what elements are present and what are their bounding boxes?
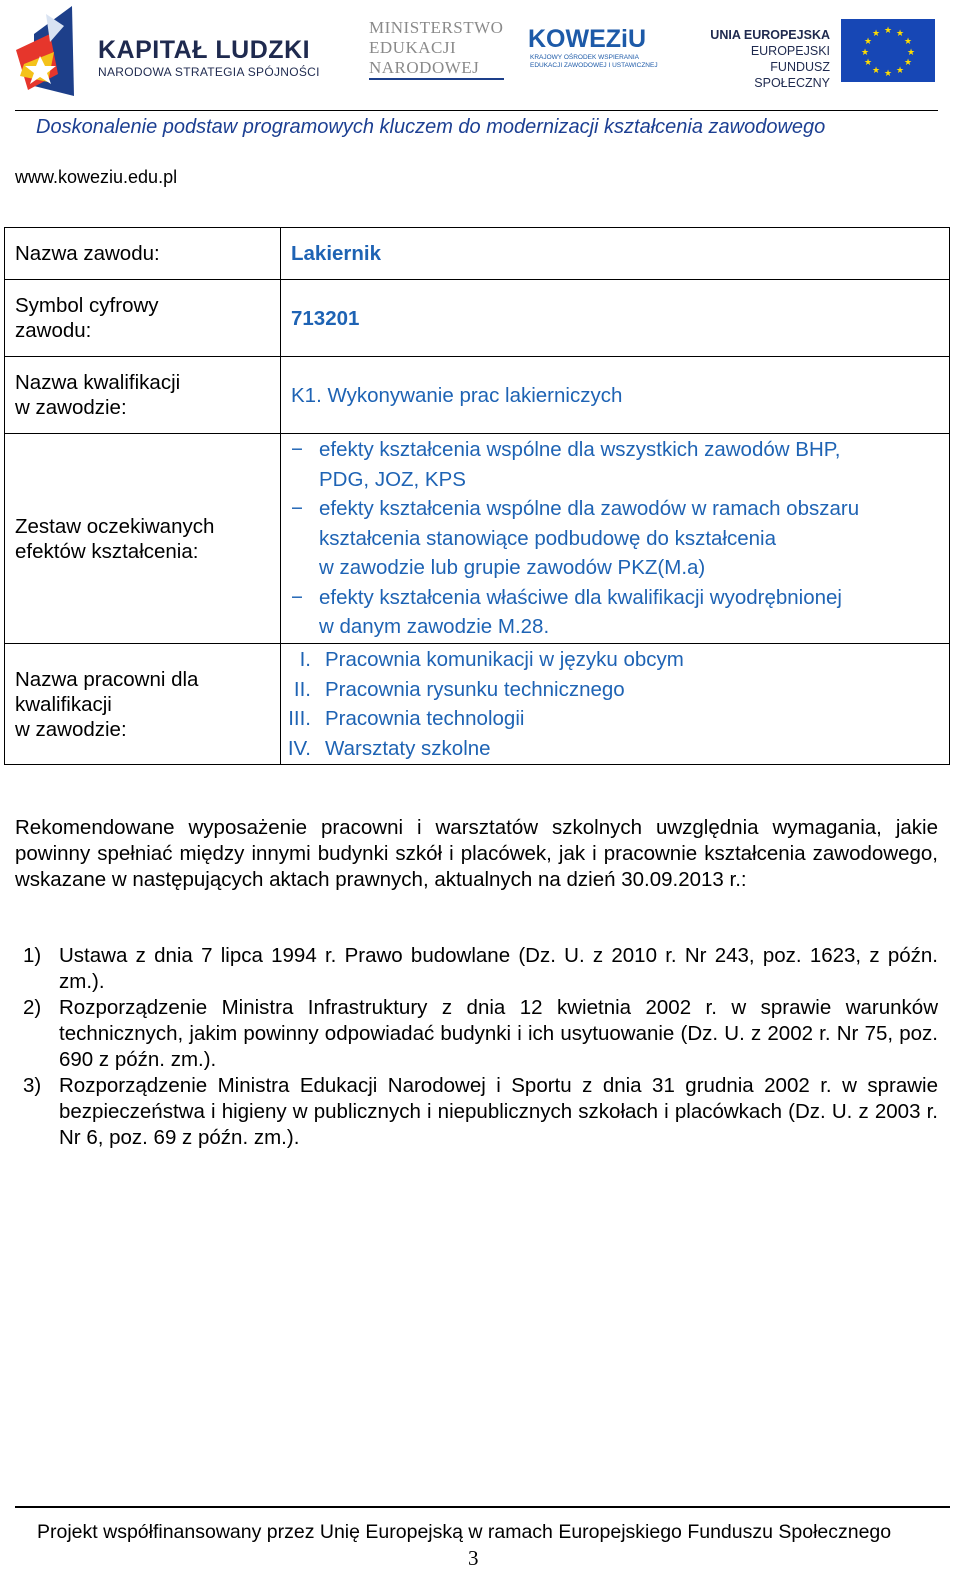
svg-text:★: ★ (863, 58, 873, 68)
workshops-label-line-2: kwalifikacji (15, 692, 112, 716)
table-row (5, 280, 950, 357)
list-item (287, 734, 949, 764)
code-value-cell (281, 280, 950, 357)
svg-text:★: ★ (863, 37, 873, 47)
list-item (291, 494, 949, 583)
list-item (15, 995, 938, 1073)
outcome-line: kształcenia stanowiące podbudowę do kształcenia (319, 526, 776, 550)
outcomes-label-line-1: Zestaw oczekiwanych (15, 514, 215, 538)
profession-label-cell (5, 228, 281, 280)
ministry-line-3: NARODOWEJ (369, 58, 480, 77)
kapital-ludzki-emblem-icon (14, 4, 104, 100)
svg-text:★: ★ (871, 29, 881, 39)
eu-fund-logo-text (700, 27, 830, 91)
list-item (291, 583, 949, 642)
eu-line-2: EUROPEJSKI (750, 44, 830, 58)
outcome-line: efekty kształcenia wspólne dla zawodów w ramach obszaru (319, 497, 860, 521)
dash-bullet: − (291, 438, 303, 462)
workshops-label-line-3: w zawodzie: (15, 717, 127, 741)
code-label-line-1: Symbol cyfrowy (15, 294, 159, 317)
list-item (291, 645, 949, 675)
ministry-line-1: MINISTERSTWO (369, 18, 504, 37)
roman-numeral: III. (288, 707, 311, 730)
profession-value: Lakiernik (291, 242, 382, 265)
qualification-value-cell (281, 357, 950, 434)
list-item (291, 675, 949, 705)
list-item (15, 1073, 938, 1151)
koweziu-subtitle-line-2: EDUKACJI ZAWODOWEJ I USTAWICZNEJ (530, 62, 658, 69)
legal-act-text: Ustawa z dnia 7 lipca 1994 r. Prawo budowlane (Dz. U. z 2010 r. Nr 243, poz. 1623, z późn. zm.). (59, 944, 938, 993)
intro-paragraph: Rekomendowane wyposażenie pracowni i warsztatów szkolnych uwzględnia wymagania, jakie powinny spełniać między innymi budynki szkół i placówek, jak i pracownie kształcenia zawodowego, wskazane w następujących aktach prawnych, aktualnych na dzień 30.09.2013 r.: (15, 816, 938, 891)
outcome-line: efekty kształcenia wspólne dla wszystkich zawodów BHP, (319, 438, 841, 462)
dash-bullet: − (291, 497, 303, 521)
dash-bullet: − (291, 585, 303, 609)
outcome-line: w danym zawodzie M.28. (319, 615, 550, 639)
koweziu-logo-subtitle (530, 54, 658, 70)
workshops-label-cell (5, 644, 281, 765)
list-number: 2) (23, 996, 42, 1019)
eu-flag-icon (841, 19, 935, 82)
list-item (15, 943, 938, 995)
svg-text:★: ★ (895, 29, 905, 39)
svg-text:★: ★ (906, 48, 916, 58)
legal-acts-list (15, 943, 938, 1151)
table-row (5, 644, 950, 765)
qualification-label-cell (5, 357, 281, 434)
ministry-line-2: EDUKACJI (369, 38, 457, 57)
roman-numeral: II. (293, 677, 311, 701)
footer-text: Projekt współfinansowany przez Unię Europejską w ramach Europejskiego Funduszu Społecznego (37, 1521, 892, 1543)
qualification-label-line-1: Nazwa kwalifikacji (15, 371, 181, 394)
workshop-name: Pracownia technologii (325, 707, 525, 730)
list-number: 3) (23, 1074, 42, 1097)
page-number: 3 (468, 1546, 479, 1570)
list-item (291, 435, 949, 494)
eu-line-3: FUNDUSZ SPOŁECZNY (754, 60, 830, 90)
outcome-line: w zawodzie lub grupie zawodów PKZ(M.a) (319, 556, 706, 580)
koweziu-subtitle-line-1: KRAJOWY OŚRODEK WSPIERANIA (530, 54, 639, 61)
workshop-name: Pracownia rysunku technicznego (325, 677, 625, 701)
outcomes-label-cell (5, 434, 281, 644)
workshops-cell (281, 644, 950, 765)
outcomes-cell (281, 434, 950, 644)
ministry-underline (369, 78, 504, 80)
table-row (5, 357, 950, 434)
table-row (5, 434, 950, 644)
roman-numeral: IV. (287, 736, 311, 760)
svg-text:★: ★ (871, 66, 881, 76)
table-row (5, 228, 950, 280)
workshop-name: Pracownia komunikacji w języku obcym (325, 648, 684, 671)
qualification-label-line-2: w zawodzie: (15, 396, 127, 419)
workshops-label-line-1: Nazwa pracowni dla (15, 667, 199, 691)
outcome-line: efekty kształcenia właściwe dla kwalifikacji wyodrębnionej (319, 585, 842, 609)
svg-text:★: ★ (883, 69, 893, 79)
qualification-value: K1. Wykonywanie prac lakierniczych (291, 383, 623, 407)
ministry-logo (369, 18, 503, 78)
eu-line-1: UNIA EUROPEJSKA (710, 28, 830, 42)
kapital-ludzki-subtitle: NARODOWA STRATEGIA SPÓJNOŚCI (98, 65, 320, 79)
document-subtitle: Doskonalenie podstaw programowych kluczem do modernizacji kształcenia zawodowego (36, 116, 826, 138)
code-value: 713201 (291, 306, 360, 330)
code-label-line-2: zawodu: (15, 319, 92, 342)
legal-act-text: Rozporządzenie Ministra Infrastruktury z dnia 12 kwietnia 2002 r. w sprawie warunków technicznych, jakim powinny odpowiadać budynki i ich usytuowanie (Dz. U. z 2002 r. Nr 75, poz. 690 z późn. zm.). (59, 996, 938, 1071)
svg-text:★: ★ (895, 66, 905, 76)
workshop-name: Warsztaty szkolne (325, 736, 491, 760)
svg-text:★: ★ (883, 26, 893, 36)
code-label-cell (5, 280, 281, 357)
kapital-ludzki-name: KAPITAŁ LUDZKI (98, 36, 311, 64)
profession-value-cell (281, 228, 950, 280)
roman-numeral: I. (299, 648, 311, 671)
list-number: 1) (23, 944, 42, 967)
list-item (288, 704, 949, 734)
outcome-line: PDG, JOZ, KPS (319, 467, 466, 491)
header-rule (15, 110, 938, 111)
koweziu-logo-name: KOWEZiU (528, 25, 647, 53)
svg-text:★: ★ (860, 48, 870, 58)
website-link[interactable]: www.koweziu.edu.pl (15, 167, 178, 187)
svg-text:★: ★ (903, 58, 913, 68)
footer-rule (15, 1506, 950, 1508)
profession-label: Nazwa zawodu: (15, 242, 160, 265)
svg-text:★: ★ (903, 37, 913, 47)
profession-info-table (4, 227, 950, 765)
outcomes-label-line-2: efektów kształcenia: (15, 539, 199, 563)
legal-act-text: Rozporządzenie Ministra Edukacji Narodowej i Sportu z dnia 31 grudnia 2002 r. w sprawie bezpieczeństwa i higieny w publicznych i niepublicznych szkołach i placówkach (Dz. U. z 2003 r. Nr 6, poz. 69 z późn. zm.). (59, 1074, 938, 1149)
